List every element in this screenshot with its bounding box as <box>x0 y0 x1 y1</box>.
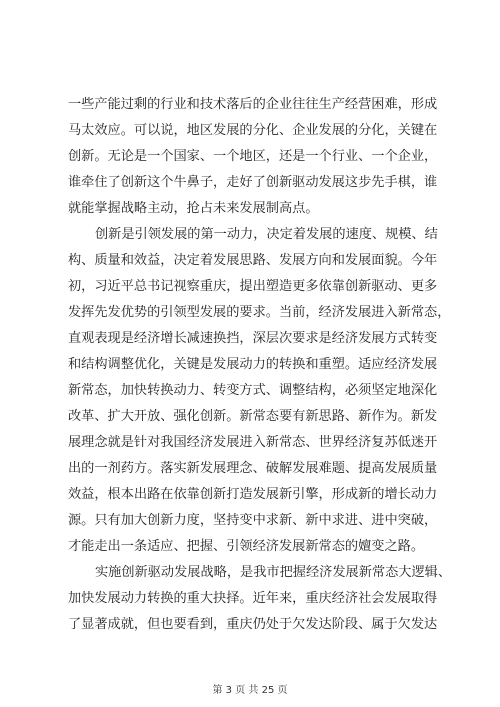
page-number: 第 3 页 共 25 页 <box>212 685 288 696</box>
text-line: 改革、扩大开放、强化创新。新常态要有新思路、新作为。新发 <box>68 409 438 424</box>
text-line: 效益，根本出路在依靠创新打造发展新引擎，形成新的增长动力 <box>68 487 438 502</box>
text-line: 一些产能过剩的行业和技术落后的企业往往生产经营困难，形成 <box>68 97 438 112</box>
text-line: 加快发展动力转换的重大抉择。近年来，重庆经济社会发展取得 <box>68 591 438 606</box>
text-line: 构、质量和效益，决定着发展思路、发展方向和发展面貌。今年 <box>68 253 438 268</box>
text-line: 直观表现是经济增长减速换挡，深层次要求是经济发展方式转变 <box>68 331 438 346</box>
text-line: 发挥先发优势的引领型发展的要求。当前，经济发展进入新常态， <box>68 305 451 320</box>
text-line: 创新是引领发展的第一动力，决定着发展的速度、规模、结 <box>95 227 438 242</box>
text-line: 谁牵住了创新这个牛鼻子，走好了创新驱动发展这步先手棋，谁 <box>68 175 438 190</box>
text-line: 创新。无论是一个国家、一个地区，还是一个行业、一个企业， <box>68 149 438 164</box>
text-line: 展理念就是针对我国经济发展进入新常态、世界经济复苏低迷开 <box>68 435 438 450</box>
text-line: 才能走出一条适应、把握、引领经济发展新常态的嬗变之路。 <box>68 539 425 554</box>
text-line: 出的一剂药方。落实新发展理念、破解发展难题、提高发展质量 <box>68 461 438 476</box>
text-line: 源。只有加大创新力度，坚持变中求新、新中求进、进中突破， <box>68 513 438 528</box>
text-line: 马太效应。可以说，地区发展的分化、企业发展的分化，关键在 <box>68 123 438 138</box>
text-line: 和结构调整优化，关键是发展动力的转换和重塑。适应经济发展 <box>68 357 438 372</box>
text-line: 新常态，加快转换动力、转变方式、调整结构，必须坚定地深化 <box>68 383 438 398</box>
text-line: 实施创新驱动发展战略，是我市把握经济发展新常态大逻辑、 <box>95 565 452 580</box>
text-line: 初，习近平总书记视察重庆，提出塑造更多依靠创新驱动、更多 <box>68 279 438 294</box>
text-line: 就能掌握战略主动，抢占未来发展制高点。 <box>68 201 319 216</box>
text-line: 了显著成就，但也要看到，重庆仍处于欠发达阶段、属于欠发达 <box>68 617 438 632</box>
